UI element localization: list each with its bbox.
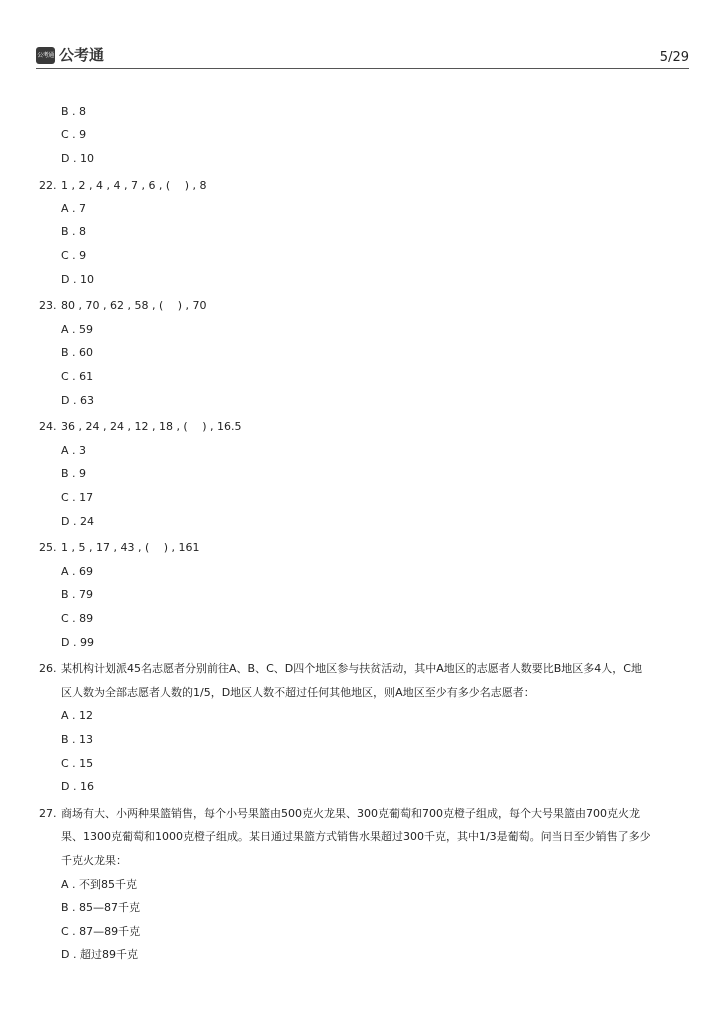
option-line: B . 13 bbox=[61, 733, 94, 746]
question-text: 1 , 5 , 17 , 43 , ( ) , 161 bbox=[61, 541, 200, 554]
option-line: A . 7 bbox=[61, 202, 87, 215]
option-line: C . 15 bbox=[61, 757, 94, 770]
logo bbox=[36, 45, 104, 65]
option-line: C . 9 bbox=[61, 249, 87, 262]
option-line: D . 99 bbox=[61, 636, 94, 649]
option-line: A . 59 bbox=[61, 323, 94, 336]
option-line: B . 79 bbox=[61, 588, 94, 601]
option-line: C . 17 bbox=[61, 491, 94, 504]
option-line: C . 61 bbox=[61, 370, 94, 383]
option-line: A . 12 bbox=[61, 709, 94, 722]
option-line: D . 10 bbox=[61, 273, 94, 286]
option-line: B . 60 bbox=[61, 346, 94, 359]
option-line: A . 69 bbox=[61, 565, 94, 578]
question-number: 24. bbox=[39, 420, 57, 433]
option-line: B . 8 bbox=[61, 105, 87, 118]
question-text: 36 , 24 , 24 , 12 , 18 , ( ) , 16.5 bbox=[61, 420, 242, 433]
question-line bbox=[39, 299, 207, 313]
question-text-continuation: 区人数为全部志愿者人数的1/5，D地区人数不超过任何其他地区，则A地区至少有多少名志愿者： bbox=[61, 686, 535, 699]
option-line: B . 85—87千克 bbox=[61, 901, 141, 914]
question-number: 27. bbox=[39, 807, 57, 820]
question-number: 22. bbox=[39, 179, 57, 192]
option-line: A . 3 bbox=[61, 444, 87, 457]
question-line bbox=[39, 541, 200, 555]
question-number: 23. bbox=[39, 299, 57, 312]
question-line bbox=[39, 662, 642, 676]
option-line: D . 63 bbox=[61, 394, 94, 407]
question-line bbox=[39, 807, 640, 821]
option-line: D . 16 bbox=[61, 780, 94, 793]
option-line: A . 不到85千克 bbox=[61, 878, 138, 891]
question-text: 1 , 2 , 4 , 4 , 7 , 6 , ( ) , 8 bbox=[61, 179, 207, 192]
page-header bbox=[36, 42, 689, 69]
logo-text: 公考通 bbox=[59, 46, 105, 64]
question-number: 25. bbox=[39, 541, 57, 554]
page-number: 5/29 bbox=[659, 50, 689, 65]
question-number: 26. bbox=[39, 662, 57, 675]
question-text-continuation: 千克火龙果： bbox=[61, 854, 127, 867]
option-line: D . 超过89千克 bbox=[61, 948, 138, 961]
option-line: B . 9 bbox=[61, 467, 87, 480]
question-line bbox=[39, 179, 207, 193]
question-text: 80 , 70 , 62 , 58 , ( ) , 70 bbox=[61, 299, 207, 312]
question-line bbox=[39, 420, 242, 434]
question-text-continuation: 果、1300克葡萄和1000克橙子组成。某日通过果篮方式销售水果超过300千克，其中1/3是葡萄。问当日至少销售了多少 bbox=[61, 830, 651, 843]
option-line: C . 89 bbox=[61, 612, 94, 625]
option-line: C . 9 bbox=[61, 128, 87, 141]
question-text: 某机构计划派45名志愿者分别前往A、B、C、D四个地区参与扶贫活动，其中A地区的志愿者人数要比B地区多4人，C地 bbox=[61, 662, 642, 675]
option-line: B . 8 bbox=[61, 225, 87, 238]
logo-icon: 公考通 bbox=[36, 47, 55, 64]
option-line: D . 24 bbox=[61, 515, 94, 528]
option-line: C . 87—89千克 bbox=[61, 925, 141, 938]
option-line: D . 10 bbox=[61, 152, 94, 165]
question-text: 商场有大、小两种果篮销售，每个小号果篮由500克火龙果、300克葡萄和700克橙子组成，每个大号果篮由700克火龙 bbox=[61, 807, 640, 820]
